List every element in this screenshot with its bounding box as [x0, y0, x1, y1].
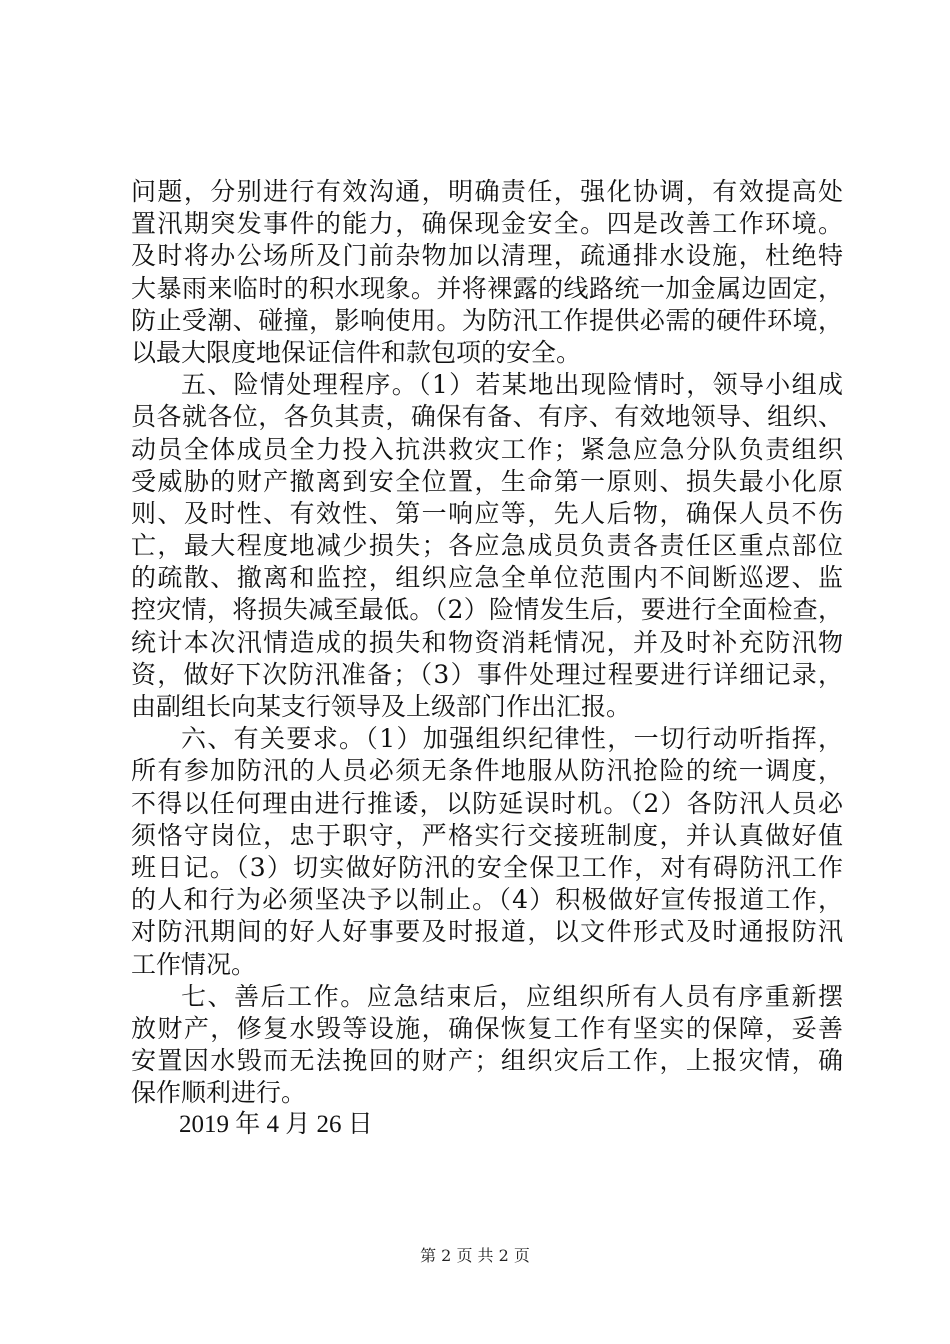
text-line: 以最大限度地保证信件和款包项的安全。: [131, 337, 582, 367]
text-line: 由副组长向某支行领导及上级部门作出汇报。: [131, 692, 632, 721]
text-line: 六、有关要求。（1）加强组织纪律性，一切行动听指挥，: [181, 724, 843, 754]
page-footer: 第 2 页 共 2 页: [420, 1246, 530, 1265]
document-body: [131, 176, 843, 1142]
text-line: 工作情况。: [131, 949, 257, 979]
text-line: 须恪守岗位，忠于职守，严格实行交接班制度，并认真做好值: [131, 820, 843, 850]
text-line: 统计本次汛情造成的损失和物资消耗情况，并及时补充防汛物: [131, 627, 843, 657]
text-line: 班日记。（3）切实做好防汛的安全保卫工作，对有碍防汛工作: [131, 852, 843, 882]
text-line: 员各就各位，各负其责，确保有备、有序、有效地领导、组织、: [131, 402, 843, 432]
text-line: 问题，分别进行有效沟通，明确责任，强化协调，有效提高处: [131, 177, 843, 206]
text-line: 七、善后工作。应急结束后，应组织所有人员有序重新摆: [181, 981, 843, 1011]
text-line: 动员全体成员全力投入抗洪救灾工作；紧急应急分队负责组织: [131, 434, 843, 464]
text-line: 资，做好下次防汛准备；（3）事件处理过程要进行详细记录，: [131, 659, 843, 689]
text-line: 对防汛期间的好人好事要及时报道，以文件形式及时通报防汛: [131, 917, 843, 947]
text-line: 放财产，修复水毁等设施，确保恢复工作有坚实的保障，妥善: [131, 1013, 843, 1043]
text-line: 受威胁的财产撤离到安全位置，生命第一原则、损失最小化原: [131, 466, 843, 496]
text-line: 所有参加防汛的人员必须无条件地服从防汛抢险的统一调度，: [131, 756, 843, 786]
text-line: 安置因水毁而无法挽回的财产；组织灾后工作，上报灾情，确: [131, 1046, 843, 1076]
text-line: 置汛期突发事件的能力，确保现金安全。四是改善工作环境。: [131, 209, 843, 239]
text-line: 及时将办公场所及门前杂物加以清理，疏通排水设施，杜绝特: [131, 241, 843, 271]
text-line: 大暴雨来临时的积水现象。并将裸露的线路统一加金属边固定，: [131, 273, 843, 303]
text-line: 控灾情，将损失减至最低。（2）险情发生后，要进行全面检查，: [131, 595, 843, 625]
text-line: 保作顺利进行。: [131, 1078, 307, 1108]
text-line: 防止受潮、碰撞，影响使用。为防汛工作提供必需的硬件环境，: [131, 305, 843, 335]
text-line: 亡，最大程度地减少损失；各应急成员负责各责任区重点部位: [131, 531, 843, 561]
text-line: 则、及时性、有效性、第一响应等，先人后物，确保人员不伤: [131, 498, 843, 528]
text-line: 的人和行为必须坚决予以制止。（4）积极做好宣传报道工作，: [131, 885, 843, 915]
text-line: 的疏散、撤离和监控，组织应急全单位范围内不间断巡逻、监: [131, 563, 843, 593]
document-date: 2019 年 4 月 26 日: [179, 1111, 373, 1139]
text-line: 五、险情处理程序。（1）若某地出现险情时，领导小组成: [181, 370, 843, 400]
text-line: 不得以任何理由进行推诿，以防延误时机。（2）各防汛人员必: [131, 788, 843, 818]
